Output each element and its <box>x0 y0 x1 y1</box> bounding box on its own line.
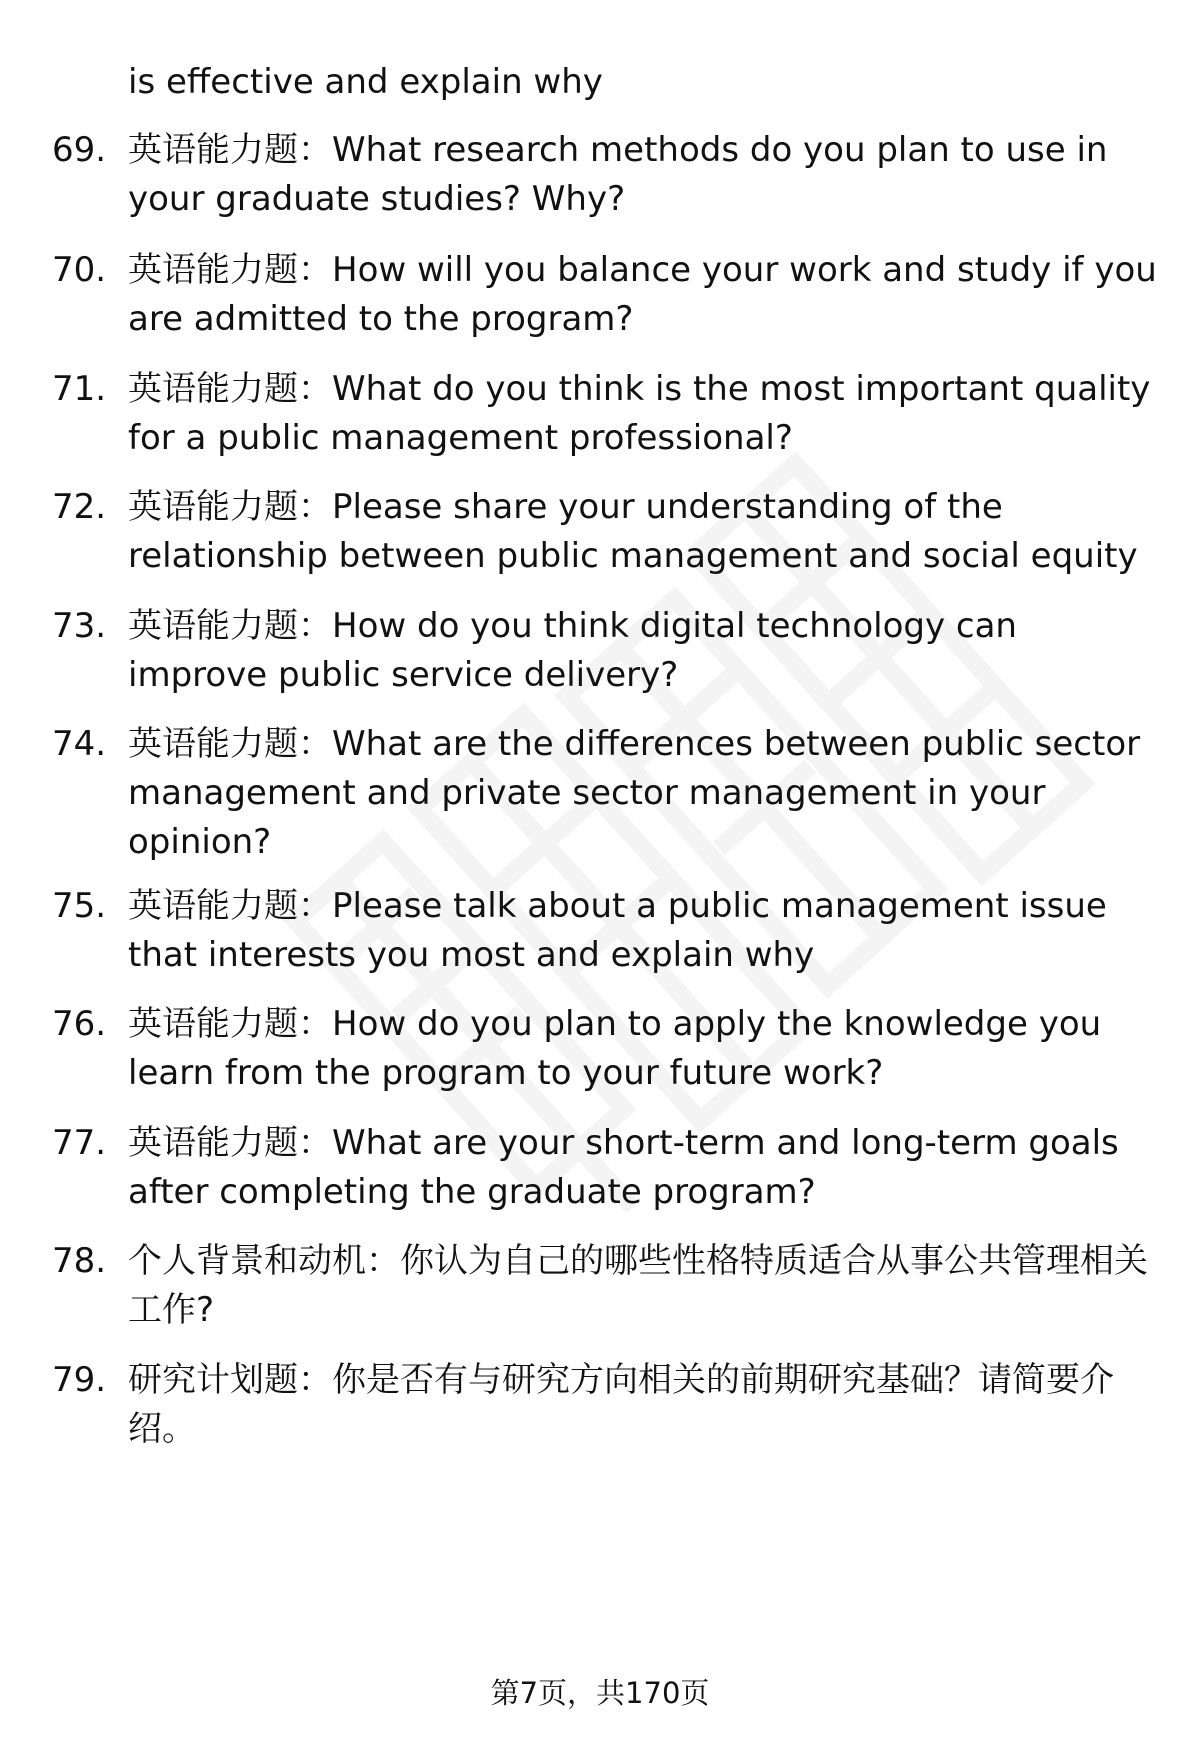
question-number: 74. <box>52 724 107 764</box>
question-number: 75. <box>52 886 107 926</box>
question-number: 71. <box>52 369 107 409</box>
page-footer: 第7页，共170页 <box>490 1676 710 1710</box>
question-text: 英语能力题：What do you think is the most important quality for a public management professional? <box>128 369 1151 458</box>
question-text: 个人背景和动机：你认为自己的哪些性格特质适合从事公共管理相关工作? <box>128 1241 1148 1330</box>
question-number: 76. <box>52 1004 107 1044</box>
question-text: 英语能力题：What are the differences between public sector management and private sector management in your opinion? <box>128 724 1141 862</box>
question-text: 研究计划题：你是否有与研究方向相关的前期研究基础？请简要介绍。 <box>128 1360 1114 1449</box>
question-item <box>52 1237 1162 1335</box>
question-item <box>52 1356 1162 1454</box>
question-text: 英语能力题：Please share your understanding of the relationship between public management and social equity <box>128 487 1138 576</box>
question-number: 77. <box>52 1123 107 1163</box>
question-item <box>52 246 1162 344</box>
question-number: 72. <box>52 487 107 527</box>
question-item <box>52 720 1162 867</box>
question-text: 英语能力题：What research methods do you plan to use in your graduate studies? Why? <box>128 130 1108 219</box>
intro-line: is effective and explain why <box>128 62 603 102</box>
question-item <box>52 126 1162 224</box>
question-text: 英语能力题：How do you think digital technology can improve public service delivery? <box>128 606 1017 695</box>
question-item <box>52 1119 1162 1217</box>
question-number: 79. <box>52 1360 107 1400</box>
question-item <box>52 882 1162 980</box>
question-item <box>52 483 1162 581</box>
question-text: 英语能力题：What are your short-term and long-term goals after completing the graduate program? <box>128 1123 1119 1212</box>
question-item <box>52 365 1162 463</box>
question-number: 78. <box>52 1241 107 1281</box>
question-item <box>52 1000 1162 1098</box>
question-number: 70. <box>52 250 107 290</box>
question-text: 英语能力题：How will you balance your work and study if you are admitted to the program? <box>128 250 1157 339</box>
question-number: 73. <box>52 606 107 646</box>
question-number: 69. <box>52 130 107 170</box>
question-item <box>52 602 1162 700</box>
question-text: 英语能力题：Please talk about a public management issue that interests you most and explain why <box>128 886 1107 975</box>
question-text: 英语能力题：How do you plan to apply the knowledge you learn from the program to your future work? <box>128 1004 1102 1093</box>
